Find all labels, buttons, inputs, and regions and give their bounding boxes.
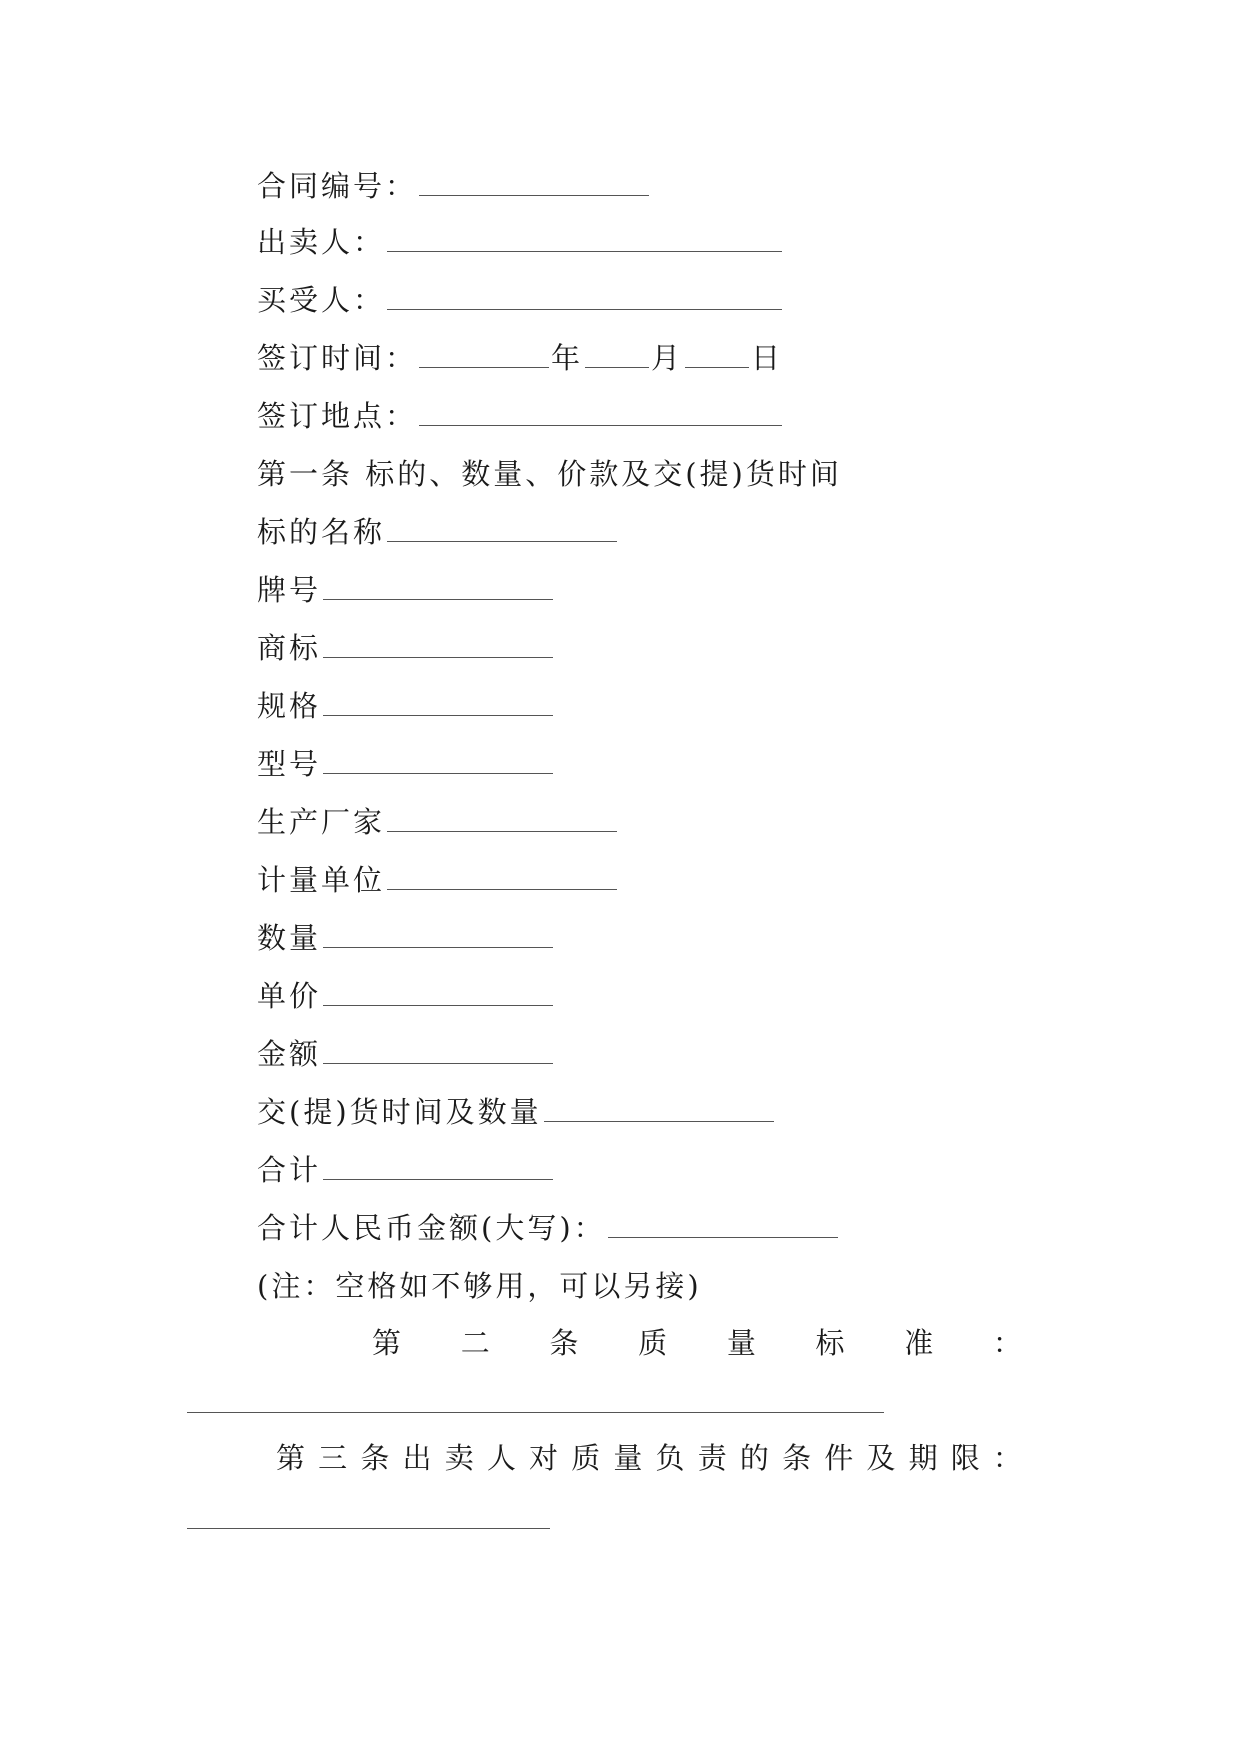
sign-time-row [257, 338, 783, 378]
unit-price-blank [323, 983, 553, 1006]
sign-place-label: 签订地点： [257, 399, 418, 433]
article3-heading-char: 限 [950, 1441, 980, 1475]
day-blank [685, 345, 749, 368]
buyer-blank [387, 287, 782, 310]
seller-label: 出卖人： [257, 225, 386, 259]
article2-heading-char: 条 [549, 1326, 579, 1360]
total-row [257, 1150, 555, 1190]
article3-heading-char: 质 [571, 1441, 601, 1475]
article3-heading-char: 期 [908, 1441, 938, 1475]
quantity-label: 数量 [257, 921, 322, 955]
subject-name-label: 标的名称 [257, 515, 386, 549]
unit-label: 计量单位 [257, 863, 386, 897]
amount-label: 金额 [257, 1037, 322, 1071]
article3-heading-char: 三 [318, 1441, 348, 1475]
article3-heading-char: 条 [782, 1441, 812, 1475]
article3-heading-char: 及 [866, 1441, 896, 1475]
contract-number-blank [419, 173, 649, 196]
model-blank [323, 751, 553, 774]
article3-heading-char: 责 [697, 1441, 727, 1475]
sign-time-label: 签订时间： [257, 341, 418, 375]
month-label: 月 [651, 341, 684, 375]
brand-no-blank [323, 577, 553, 600]
note: (注：空格如不够用，可以另接) [257, 1269, 702, 1303]
article2-heading-char: 第 [372, 1326, 402, 1360]
quantity-row [257, 918, 555, 958]
unit-price-row [257, 976, 555, 1016]
article2-heading-char: 二 [460, 1326, 490, 1360]
model-label: 型号 [257, 747, 322, 781]
article2-heading-char: 准 [904, 1326, 934, 1360]
article3-heading [276, 1438, 1022, 1478]
delivery-blank [544, 1099, 774, 1122]
seller-row [257, 222, 784, 262]
buyer-row [257, 280, 784, 320]
year-label: 年 [551, 341, 584, 375]
article3-heading-char: 量 [613, 1441, 643, 1475]
spec-row [257, 686, 555, 726]
unit-row [257, 860, 619, 900]
brand-no-label: 牌号 [257, 573, 322, 607]
spec-blank [323, 693, 553, 716]
article3-heading-char: 人 [486, 1441, 516, 1475]
total-rmb-blank [608, 1215, 838, 1238]
subject-name-blank [387, 519, 617, 542]
seller-blank [387, 229, 782, 252]
month-blank [585, 345, 649, 368]
article3-heading-char: 第 [276, 1441, 306, 1475]
article3-heading-char: 对 [529, 1441, 559, 1475]
contract-number-label: 合同编号： [257, 169, 418, 203]
article2-heading-char: ： [992, 1326, 1022, 1360]
article3-heading-char: 出 [402, 1441, 432, 1475]
article3-heading-char: 件 [824, 1441, 854, 1475]
manufacturer-blank [387, 809, 617, 832]
article1-title: 第一条 标的、数量、价款及交(提)货时间 [257, 457, 842, 491]
delivery-row [257, 1092, 776, 1132]
sign-place-row [257, 396, 784, 436]
model-row [257, 744, 555, 784]
subject-name-row [257, 512, 619, 552]
article3-heading-char: ： [992, 1441, 1022, 1475]
trademark-label: 商标 [257, 631, 322, 665]
buyer-label: 买受人： [257, 283, 386, 317]
total-rmb-label: 合计人民币金额(大写)： [257, 1211, 606, 1245]
article2-heading-char: 量 [726, 1326, 756, 1360]
manufacturer-row [257, 802, 619, 842]
unit-blank [387, 867, 617, 890]
unit-price-label: 单价 [257, 979, 322, 1013]
spec-label: 规格 [257, 689, 322, 723]
amount-row [257, 1034, 555, 1074]
article2-heading-char: 质 [638, 1326, 668, 1360]
article3-heading-char: 的 [739, 1441, 769, 1475]
contract-number-row [257, 166, 651, 206]
total-blank [323, 1157, 553, 1180]
sign-place-blank [419, 403, 782, 426]
year-blank [419, 345, 549, 368]
amount-blank [323, 1041, 553, 1064]
article3-heading-char: 卖 [444, 1441, 474, 1475]
quantity-blank [323, 925, 553, 948]
total-rmb-row [257, 1208, 840, 1248]
article2-heading-char: 标 [815, 1326, 845, 1360]
article2-heading [372, 1323, 1022, 1363]
article3-blank-line [187, 1528, 550, 1529]
trademark-blank [323, 635, 553, 658]
delivery-label: 交(提)货时间及数量 [257, 1095, 542, 1129]
article3-heading-char: 条 [360, 1441, 390, 1475]
article3-heading-char: 负 [655, 1441, 685, 1475]
article2-blank-line [187, 1412, 884, 1413]
brand-no-row [257, 570, 555, 610]
day-label: 日 [751, 341, 784, 375]
trademark-row [257, 628, 555, 668]
total-label: 合计 [257, 1153, 322, 1187]
manufacturer-label: 生产厂家 [257, 805, 386, 839]
